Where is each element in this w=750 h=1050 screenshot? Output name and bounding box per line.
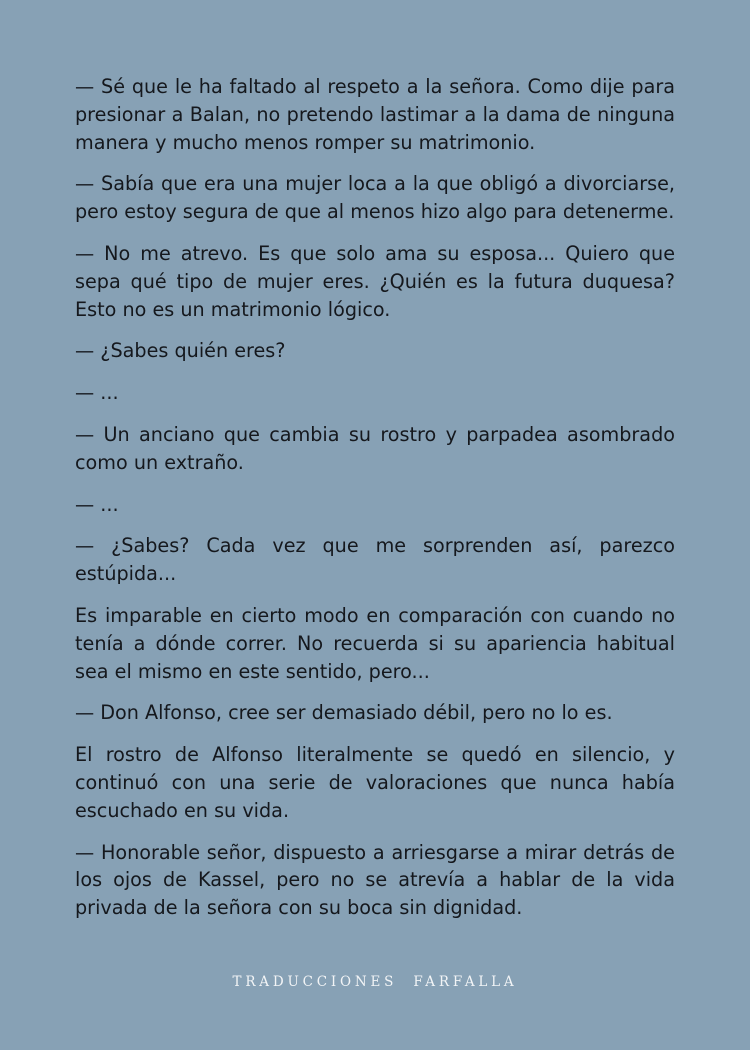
- page-text: [75, 73, 675, 936]
- paragraph-5: — ...: [75, 381, 119, 405]
- paragraph-10: — Don Alfonso, cree ser demasiado débil, pero no lo es.: [75, 701, 613, 725]
- footer-credit: TRADUCCIONES FARFALLA: [232, 974, 518, 990]
- paragraph-12: — Honorable señor, dispuesto a arriesgarse a mirar detrás de los ojos de Kassel, pero no se atrevía a hablar de la vida privada de la señora con su boca sin dignidad.: [75, 840, 675, 920]
- paragraph-1: — Sé que le ha faltado al respeto a la señora. Como dije para presionar a Balan, no pretendo lastimar a la dama de ninguna manera y mucho menos romper su matrimonio.: [75, 75, 675, 154]
- paragraph-9: Es imparable en cierto modo en comparación con cuando no tenía a dónde correr. No recuerda si su apariencia habitual sea el mismo en este sentido, pero...: [75, 603, 675, 683]
- paragraph-4: — ¿Sabes quién eres?: [75, 339, 286, 363]
- paragraph-6: — Un anciano que cambia su rostro y parpadea asombrado como un extraño.: [75, 422, 675, 474]
- paragraph-7: — ...: [75, 492, 119, 516]
- paragraph-3: — No me atrevo. Es que solo ama su esposa... Quiero que sepa qué tipo de mujer eres. ¿Quién es la futura duquesa? Esto no es un matrimonio lógico.: [75, 241, 675, 321]
- paragraph-2: — Sabía que era una mujer loca a la que obligó a divorciarse, pero estoy segura de que al menos hizo algo para detenerme.: [75, 172, 675, 224]
- paragraph-11: El rostro de Alfonso literalmente se quedó en silencio, y continuó con una serie de valoraciones que nunca había escuchado en su vida.: [75, 743, 675, 822]
- paragraph-8: — ¿Sabes? Cada vez que me sorprenden así, parezco estúpida...: [75, 534, 675, 586]
